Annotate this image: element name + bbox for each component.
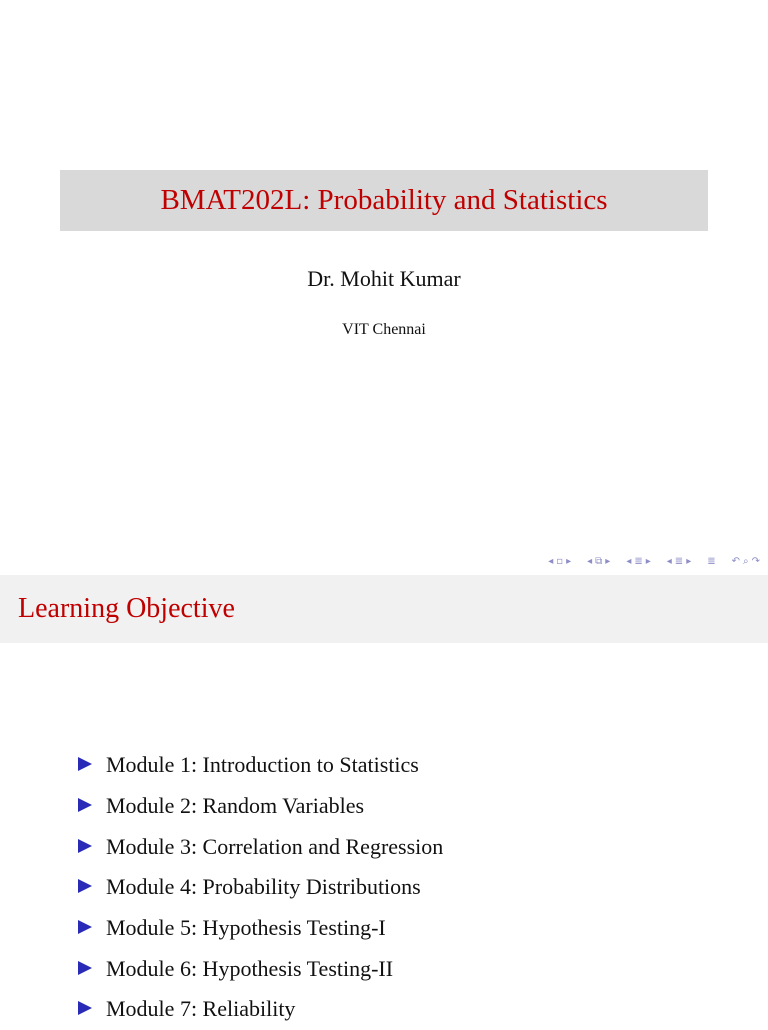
nav-next-section-icon[interactable]: ▸ (686, 556, 692, 567)
nav-prev-subsection-icon[interactable]: ◂ (626, 556, 632, 567)
nav-slide-icon[interactable]: ▫ (556, 556, 564, 567)
nav-next-frame-icon[interactable]: ▸ (605, 556, 611, 567)
presentation-title: BMAT202L: Probability and Statistics (160, 184, 608, 216)
module-label: Module 5: Hypothesis Testing-I (106, 915, 386, 941)
nav-frame-icon[interactable]: ⧉ (595, 556, 603, 567)
list-item (78, 908, 443, 949)
learning-objective-slide (0, 575, 768, 1024)
triangle-bullet-icon (78, 757, 92, 771)
nav-next-subsection-icon[interactable]: ▸ (645, 556, 651, 567)
nav-section-icon[interactable]: ≣ (674, 556, 684, 567)
module-label: Module 4: Probability Distributions (106, 874, 421, 900)
nav-next-slide-icon[interactable]: ▸ (566, 556, 572, 567)
nav-forward-icon[interactable]: ↷ (751, 556, 760, 567)
nav-prev-frame-icon[interactable]: ◂ (587, 556, 593, 567)
module-list (78, 745, 443, 1030)
module-label: Module 2: Random Variables (106, 793, 365, 819)
list-item (78, 867, 443, 908)
list-item (78, 826, 443, 867)
module-label: Module 6: Hypothesis Testing-II (106, 955, 394, 981)
triangle-bullet-icon (78, 839, 92, 853)
nav-prev-section-icon[interactable]: ◂ (666, 556, 672, 567)
nav-subsection-icon[interactable]: ≣ (634, 556, 643, 567)
triangle-bullet-icon (78, 920, 92, 934)
list-item (78, 786, 443, 827)
triangle-bullet-icon (78, 961, 92, 975)
nav-search-icon[interactable]: ⌕ (743, 556, 749, 567)
module-label: Module 1: Introduction to Statistics (106, 752, 419, 778)
module-label: Module 3: Correlation and Regression (106, 833, 444, 859)
frame-header (0, 575, 768, 643)
institute-name: VIT Chennai (342, 321, 426, 338)
nav-back-icon[interactable]: ↶ (731, 556, 740, 567)
triangle-bullet-icon (78, 1001, 92, 1015)
triangle-bullet-icon (78, 798, 92, 812)
nav-document-icon[interactable]: ≣ (707, 556, 716, 567)
author-name: Dr. Mohit Kumar (307, 266, 461, 291)
nav-prev-slide-icon[interactable]: ◂ (548, 556, 554, 567)
triangle-bullet-icon (78, 879, 92, 893)
frame-title: Learning Objective (18, 593, 235, 624)
title-box (60, 170, 708, 231)
list-item (78, 948, 443, 989)
module-label: Module 7: Reliability (106, 996, 296, 1022)
list-item (78, 745, 443, 786)
beamer-navigation-bar (548, 556, 760, 567)
